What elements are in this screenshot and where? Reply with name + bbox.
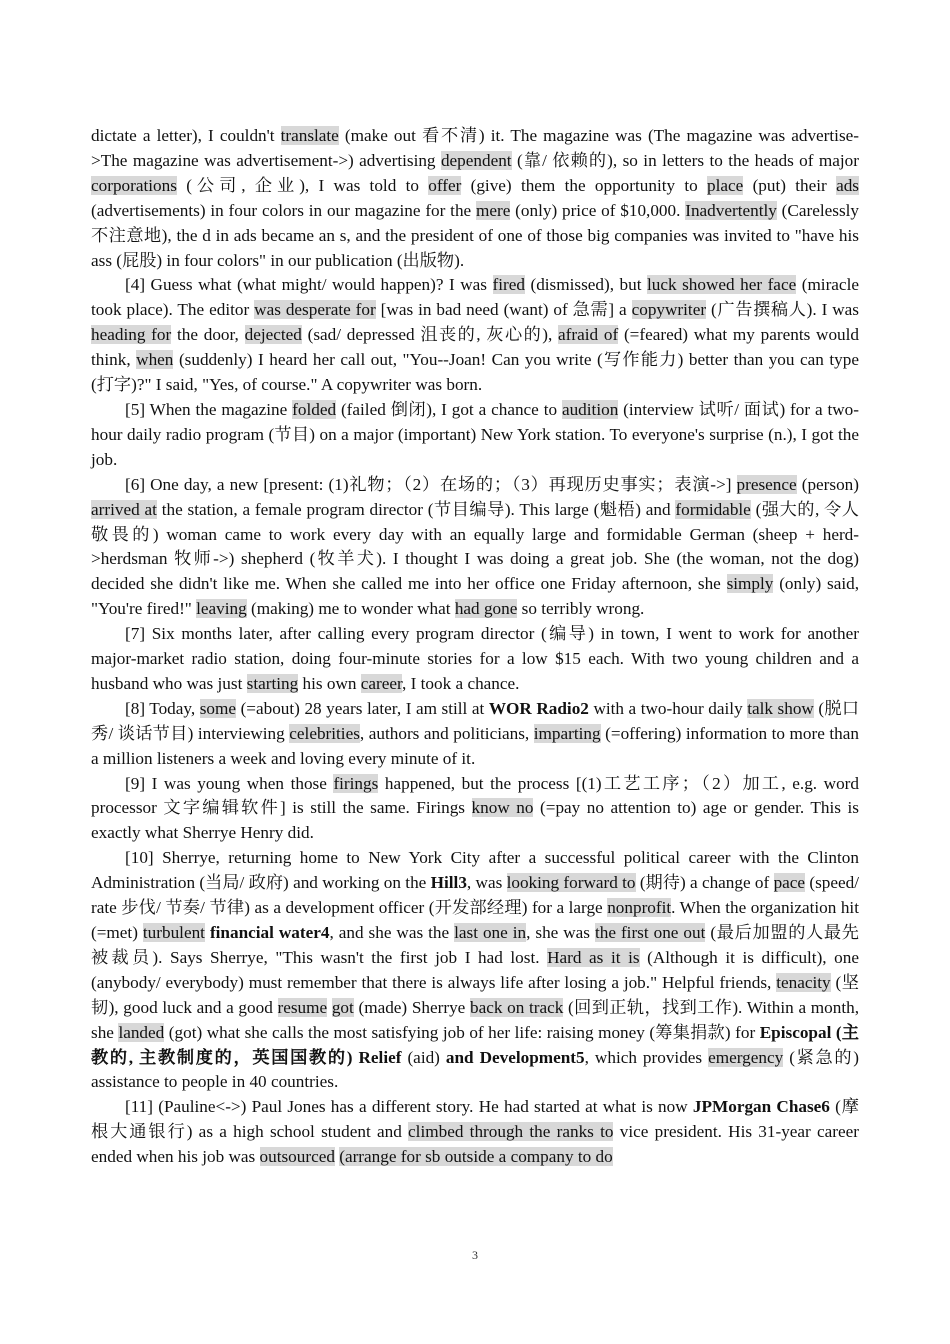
text-run: the station, a female program director (节目编导). This large (魁梧) and: [156, 499, 676, 519]
highlighted-term: had gone: [454, 599, 518, 619]
bold-term: JPMorgan Chase6: [692, 1097, 830, 1117]
text-run: , which provides: [584, 1047, 709, 1067]
text-run: happened, but the process [(1)工艺工序；（2）加工, e.g. word processor 文字编辑软件] is still the same. Firings: [91, 773, 859, 818]
highlighted-term: landed: [118, 1022, 165, 1042]
text-run: (=about) 28 years later, I am still at: [236, 698, 489, 718]
text-run: (坚韧), good luck and a good: [91, 972, 859, 1017]
highlighted-term: folded: [292, 399, 337, 419]
highlighted-term: presence: [736, 474, 797, 494]
highlighted-term: celebrities: [289, 723, 360, 743]
text-run: [8] Today,: [125, 698, 200, 718]
highlighted-term: back on track: [469, 997, 564, 1017]
text-run: [11] (Pauline<->) Paul Jones has a different story. He had started at what is now: [125, 1097, 693, 1117]
highlighted-term: climbed through the ranks to: [408, 1122, 614, 1142]
paragraph-5: [91, 398, 859, 473]
highlighted-term: Hard as it is: [547, 947, 640, 967]
text-run: (靠/ 依赖的), so in letters to the heads of major: [511, 150, 859, 170]
paragraph-4: [91, 273, 859, 398]
text-run: his own: [298, 673, 361, 693]
text-run: , was: [466, 873, 507, 893]
highlighted-term: tenacity: [776, 972, 831, 992]
highlighted-term: starting: [246, 673, 299, 693]
text-run: (dismissed), but: [524, 275, 647, 295]
text-run: (最后加盟的人最先被裁员). Says Sherrye, "This wasn't the first job I had lost.: [91, 923, 859, 967]
highlighted-term: firings: [333, 773, 379, 793]
text-run: (only) said, "You're fired!": [91, 574, 859, 619]
paragraph-8: [91, 697, 859, 772]
paragraph-10: [91, 846, 859, 1095]
text-run: , I took a chance.: [402, 673, 520, 693]
paragraph-11: [91, 1095, 859, 1170]
text-run: (摩根大通银行) as a high school student and: [91, 1097, 859, 1142]
highlighted-term: copywriter: [631, 300, 707, 320]
highlighted-term: arrived at: [91, 499, 157, 519]
highlighted-term: (arrange for sb outside a company to do: [339, 1147, 613, 1167]
highlighted-term: the first one out: [594, 923, 706, 942]
text-run: dictate a letter), I couldn't: [91, 126, 281, 145]
highlighted-term: looking forward to: [506, 873, 636, 893]
highlighted-term: ads: [836, 175, 859, 195]
highlighted-term: place: [707, 175, 744, 195]
text-run: the door,: [171, 325, 245, 345]
text-run: (interview 试听/ 面试) for a two-hour daily radio program (节目) on a major (important) New York station. To everyone's surprise (n.), I got the job.: [91, 399, 859, 469]
highlighted-term: was desperate for: [254, 300, 376, 320]
highlighted-term: heading for: [91, 325, 172, 345]
text-run: [was in bad need (want) of 急需] a: [375, 300, 632, 320]
text-run: (=pay no attention to) age or gender. This is exactly what Sherrye Henry did.: [91, 798, 859, 843]
highlighted-term: luck showed her face: [647, 275, 797, 295]
highlighted-term: fired: [492, 275, 525, 295]
text-run: (Carelessly 不注意地), the d in ads became an s, and the president of one of those big companies was invited to "have his ass (屁股) in four colors" in our publication (出版物).: [91, 200, 860, 270]
text-run: , she was: [526, 923, 595, 942]
highlighted-term: corporations: [91, 175, 177, 195]
highlighted-term: emergency: [708, 1047, 784, 1067]
highlighted-term: Inadvertently: [685, 200, 777, 220]
text-run: (aid): [401, 1047, 446, 1067]
text-run: (=offering) information to more than a million listeners a week and loving every minute of it.: [91, 723, 859, 768]
text-run: (make out 看不清) it. The magazine was (The magazine was advertise->The magazine was advertisement->) advertising: [91, 126, 859, 170]
highlighted-term: imparting: [533, 723, 601, 743]
highlighted-term: mere: [476, 200, 511, 220]
text-run: (期待) a change of: [635, 873, 774, 893]
text-run: (got) what she calls the most satisfying job of her life: raising money (筹集捐款) for: [164, 1022, 760, 1042]
text-run: (failed 倒闭), I got a chance to: [336, 399, 562, 419]
text-run: vice president. His 31-year career ended when his job was: [91, 1122, 859, 1167]
highlighted-term: last one in: [454, 923, 527, 942]
highlighted-term: pace: [773, 873, 806, 893]
highlighted-term: got: [331, 997, 354, 1017]
highlighted-term: career: [360, 673, 403, 693]
highlighted-term: translate: [280, 126, 339, 145]
paragraph-7: [91, 622, 859, 697]
bold-term: financial water4: [209, 923, 330, 942]
text-run: (made) Sherrye: [353, 997, 470, 1017]
text-run: (=feared) what my parents would think,: [91, 325, 860, 370]
text-run: [9] I was young when those: [125, 773, 334, 793]
bold-term: and Development5: [445, 1047, 585, 1067]
highlighted-term: when: [136, 350, 174, 370]
text-run: [6] One day, a new [present: (1)礼物；（2）在场的；（3）再现历史事实；表演->]: [125, 474, 737, 494]
paragraph-6: [91, 473, 859, 622]
text-run: (sad/ depressed 沮丧的, 灰心的),: [301, 325, 559, 345]
text-run: (suddenly) I heard her call out, "You--Joan! Can you write (写作能力) better than you can type (打字)?" I said, "Yes, of course." A copywriter was born.: [91, 350, 859, 395]
text-run: (紧急的) assistance to people in 40 countries.: [91, 1047, 859, 1092]
highlighted-term: outsourced: [259, 1147, 335, 1167]
text-run: (强大的, 令人敬畏的) woman came to work every day with an equally large and formidable German (sheep + herd->herdsman 牧师->) shepherd (牧羊犬). I thought I was doing a great job. She (the woman, not the dog) decided she didn't like me. When she called me into her office one Friday afternoon, she: [91, 499, 859, 594]
bold-term: Hill3: [430, 873, 467, 893]
highlighted-term: dependent: [440, 150, 512, 170]
text-run: with a two-hour daily: [588, 698, 748, 718]
text-run: (公司, 企业), I was told to: [176, 175, 429, 195]
bold-term: Episcopal (主教的, 主教制度的，英国国教的) Relief: [91, 1022, 859, 1067]
highlighted-term: know no: [471, 798, 534, 818]
text-run: (advertisements) in four colors in our magazine for the: [91, 200, 476, 220]
text-run: (广告撰稿人). I was: [706, 300, 859, 320]
text-run: [10] Sherrye, returning home to New York City after a successful political career with the Clinton Administration (当局/ 政府) and working on the: [91, 848, 859, 893]
highlighted-term: offer: [428, 175, 462, 195]
text-run: [5] When the magazine: [125, 399, 293, 419]
text-run: (put) their: [743, 175, 837, 195]
highlighted-term: leaving: [196, 599, 247, 619]
highlighted-term: audition: [561, 399, 619, 419]
highlighted-term: dejected: [244, 325, 302, 345]
highlighted-term: resume: [277, 997, 328, 1017]
paragraph-9: [91, 772, 859, 847]
text-run: , and she was the: [329, 923, 455, 942]
text-run: (Although it is difficult), one (anybody/ everybody) must remember that there is always life after losing a job." Helpful friends,: [91, 947, 860, 992]
text-run: (give) them the opportunity to: [461, 175, 708, 195]
text-run: [7] Six months later, after calling every program director (编导) in town, I went to work for another major-market radio station, doing four-minute stories for a low $15 each. With two young children and a husband who was just: [91, 624, 859, 693]
highlighted-term: turbulent: [142, 923, 205, 942]
text-run: (person): [796, 474, 859, 494]
paragraph-continued: [91, 124, 859, 273]
text-run: (回到正轨，找到工作). Within a month, she: [91, 997, 859, 1042]
highlighted-term: afraid of: [558, 325, 619, 345]
page-number: 3: [472, 1248, 478, 1262]
text-run: so terribly wrong.: [517, 599, 645, 619]
highlighted-term: talk show: [747, 698, 814, 718]
text-run: . When the organization hit (=met): [91, 898, 859, 942]
text-run: (speed/ rate 步伐/ 节奏/ 节律) as a development officer (开发部经理) for a large: [91, 873, 859, 918]
highlighted-term: nonprofit: [607, 898, 672, 918]
text-run: , authors and politicians,: [359, 723, 534, 743]
text-run: (making) me to wonder what: [246, 599, 455, 619]
highlighted-term: simply: [726, 574, 774, 594]
highlighted-term: some: [199, 698, 237, 718]
text-run: (脱口秀/ 谈话节目) interviewing: [91, 698, 860, 743]
text-run: [4] Guess what (what might/ would happen)? I was: [125, 275, 493, 295]
text-run: (miracle took place). The editor: [91, 275, 859, 320]
document-page: [91, 124, 859, 1170]
text-run: (only) price of $10,000.: [510, 200, 686, 220]
highlighted-term: formidable: [675, 499, 751, 519]
bold-term: WOR Radio2: [488, 698, 589, 718]
